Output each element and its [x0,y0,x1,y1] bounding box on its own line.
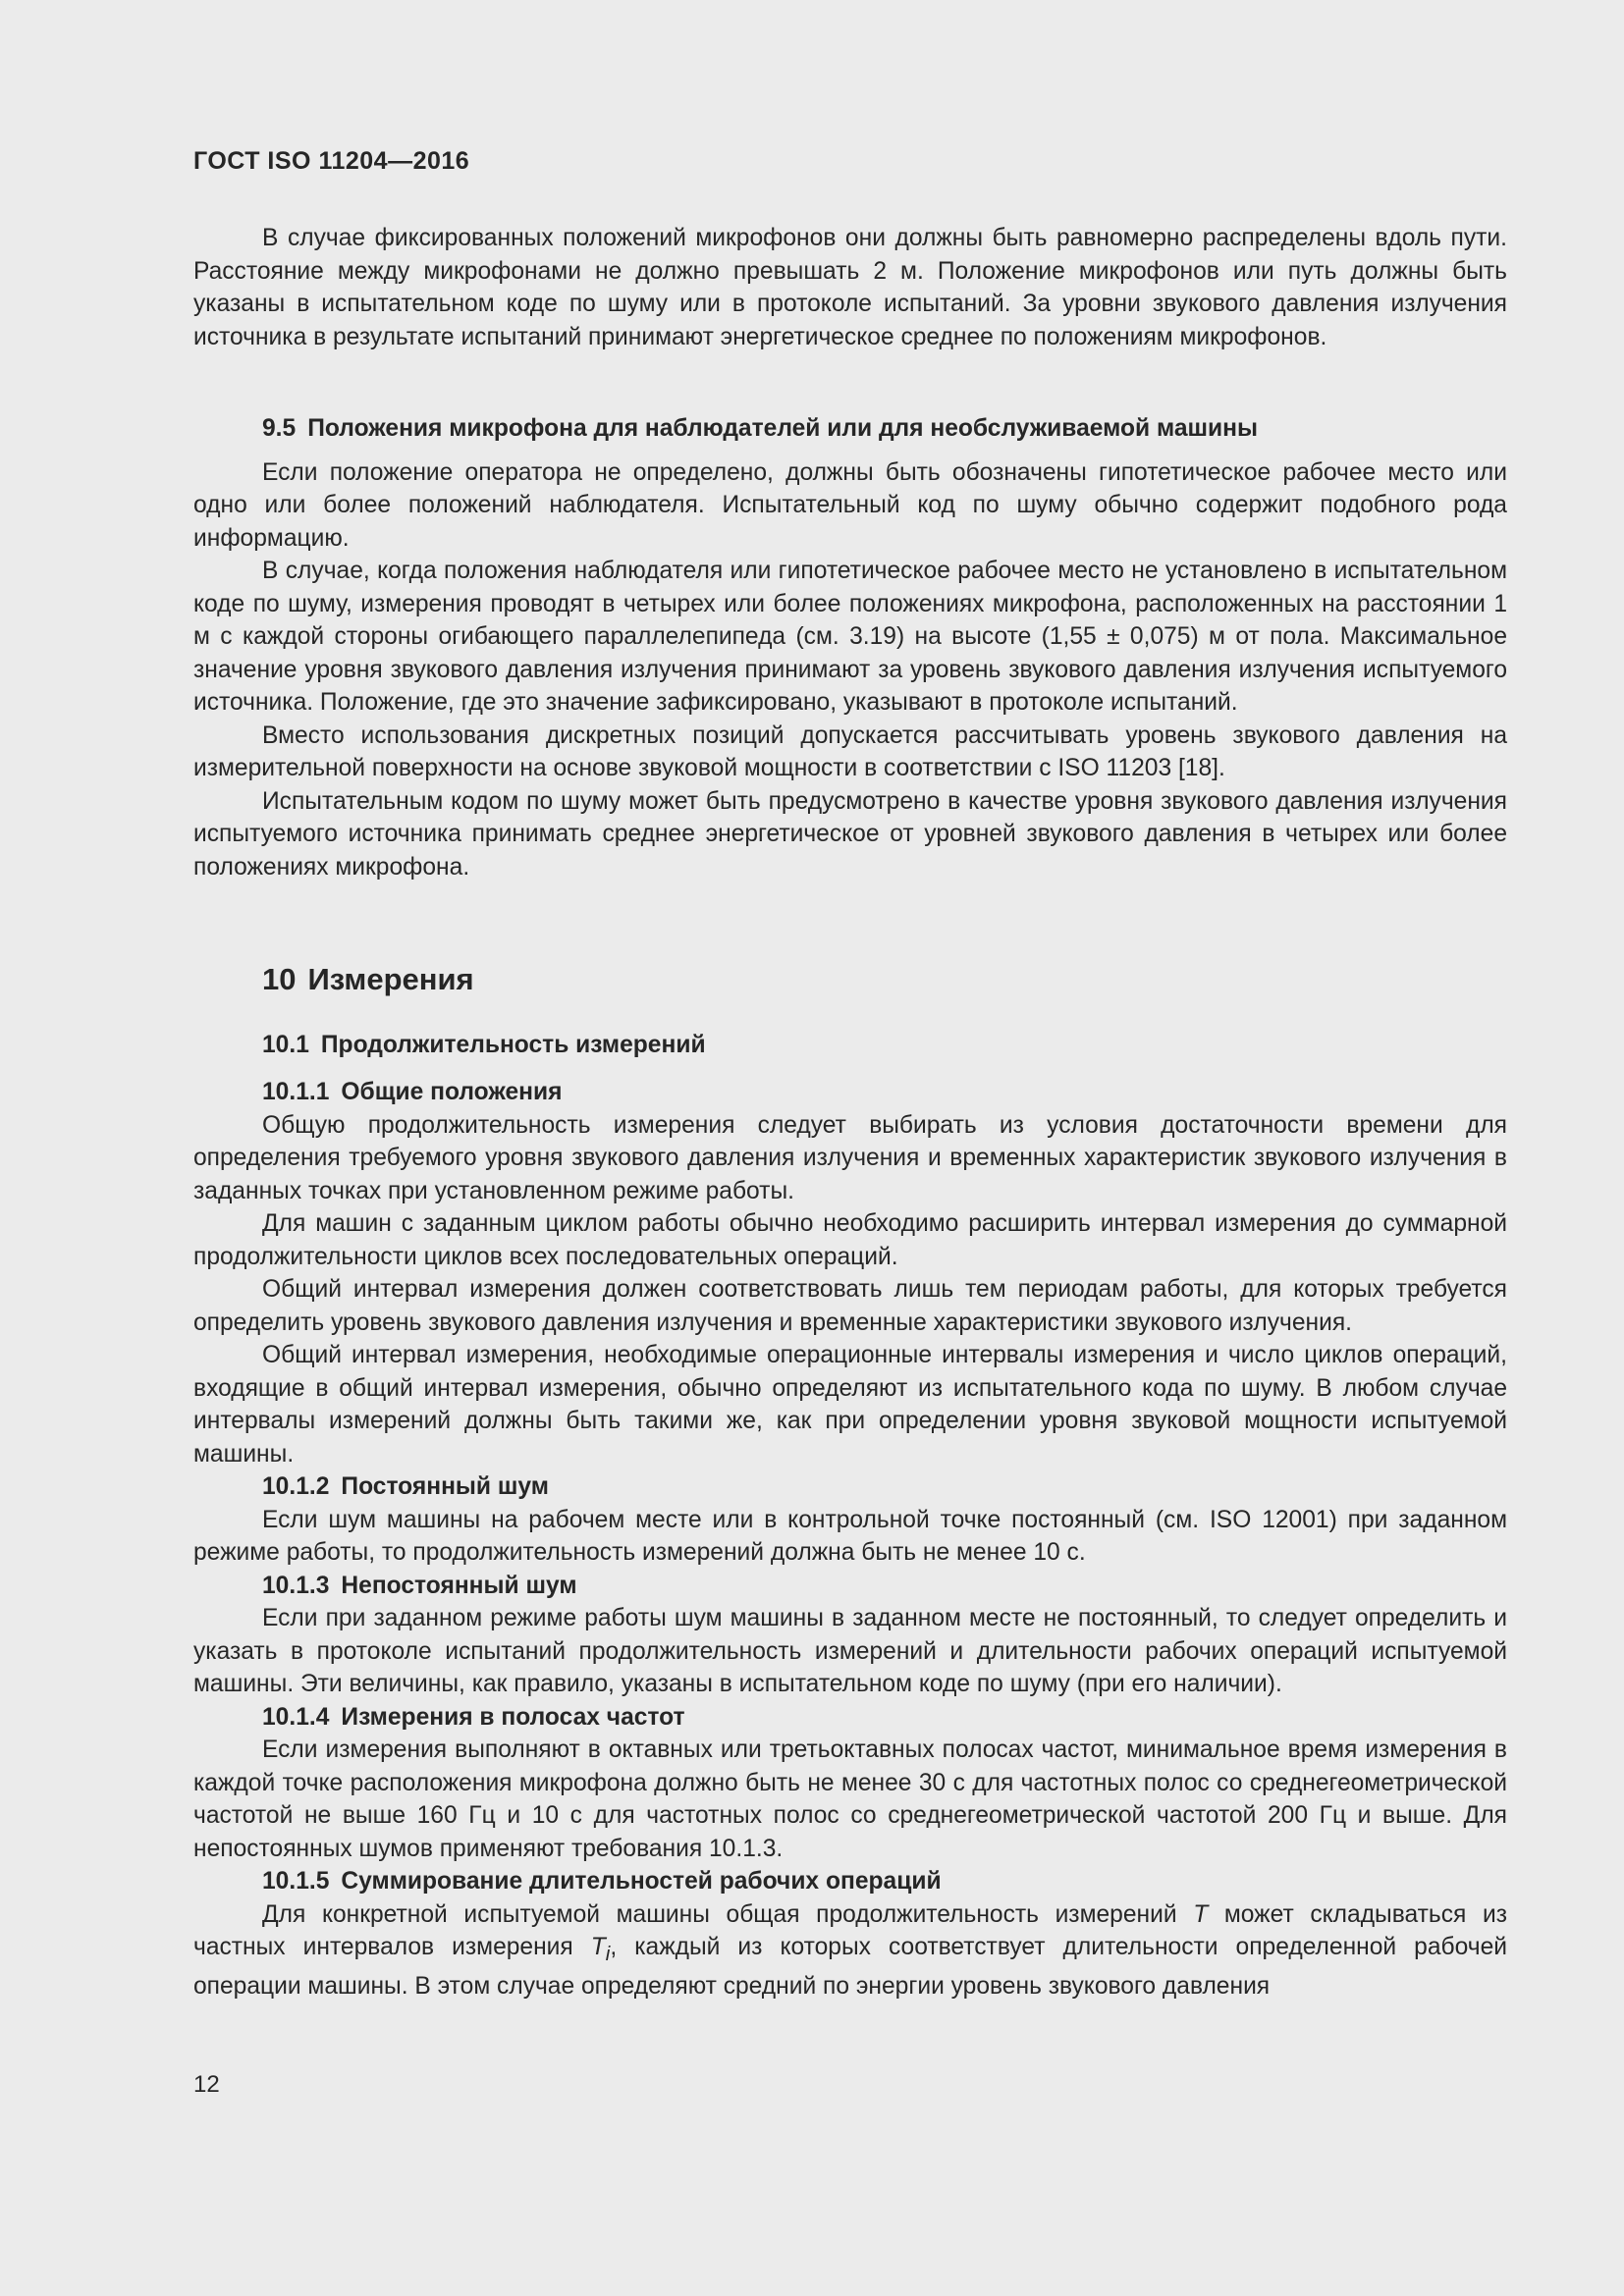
subsection-heading [193,1701,1507,1735]
symbol-T: T [1193,1900,1209,1928]
paragraph: Общую продолжительность измерения следует выбирать из условия достаточности времени для определения требуемого уровня звукового давления излучения и временных характеристик звукового излучения в заданных точках при установленном режиме работы. [193,1111,1507,1204]
page-number: 12 [193,2071,220,2098]
subsection-heading [193,1865,1507,1898]
intro-section [193,222,1507,353]
chapter-title: Измерения [307,962,474,996]
symbol-Ti [590,1934,611,1965]
subsection-number: 10.1.2 [262,1473,330,1500]
section-10 [193,960,1507,999]
paragraph: В случае фиксированных положений микрофонов они должны быть равномерно распределены вдоль пути. Расстояние между микрофонами не должно превышать 2 м. Положение микрофонов или путь должны быть указаны в испытательном коде по шуму или в протоколе испытаний. За уровни звукового давления излучения источника в результате испытаний принимают энергетическое среднее по положениям микрофонов. [193,225,1507,350]
subsection-title: Непостоянный шум [341,1572,577,1599]
section-number: 9.5 [262,415,297,442]
subsection-number: 10.1.1 [262,1079,330,1105]
section-10-1 [193,1029,1507,1062]
paragraph: Испытательным кодом по шуму может быть предусмотрено в качестве уровня звукового давления излучения испытуемого источника принимать среднее энергетическое от уровней звукового давления в четырех или более положениях микрофона. [193,787,1507,881]
section-heading [193,412,1507,446]
subsection-title: Измерения в полосах частот [341,1703,685,1731]
subsection-title: Постоянный шум [341,1473,549,1500]
section-title: Положения микрофона для наблюдателей или для необслуживаемой машины [307,415,1258,442]
subsection-heading [193,1076,1507,1109]
paragraph: Общий интервал измерения должен соответствовать лишь тем периодам работы, для которых требуется определить уровень звукового давления излучения и временные характеристики звукового излучения. [193,1276,1507,1336]
text-run: Для конкретной испытуемой машины общая продолжительность измерений [262,1900,1194,1928]
paragraph: Если положение оператора не определено, должны быть обозначены гипотетическое рабочее место или одно или более положений наблюдателя. Испытательный код по шуму обычно содержит подобного рода информацию. [193,458,1507,552]
paragraph: В случае, когда положения наблюдателя или гипотетическое рабочее место не установлено в испытательном коде по шуму, измерения проводят в четырех или более положениях микрофона, расположенных на расстоянии 1 м с каждой стороны огибающего параллелепипеда (см. 3.19) на высоте (1,55 ± 0,075) м от пола. Максимальное значение уровня звукового давления излучения принимают за уровень звукового давления излучения испытуемого источника. Положение, где это значение зафиксировано, указывают в протоколе испытаний. [193,558,1507,716]
text-run: может складываться из частных интервалов измерения [193,1900,1507,1960]
document-header: ГОСТ ISO 11204—2016 [193,147,470,175]
paragraph: Для машин с заданным циклом работы обычно необходимо расширить интервал измерения до суммарной продолжительности циклов всех последовательных операций. [193,1210,1507,1270]
paragraph: Если при заданном режиме работы шум машины в заданном месте не постоянный, то следует определить и указать в протоколе испытаний продолжительность измерений и длительности рабочих операций испытуемой машины. Эти величины, как правило, указаны в испытательном коде по шуму (при его наличии). [193,1605,1507,1697]
subsection-heading [193,1470,1507,1504]
paragraph [193,1898,1507,2003]
subsections [193,1076,1507,2003]
subsection-number: 10.1.3 [262,1572,330,1599]
section-title: Продолжительность измерений [320,1032,706,1058]
subsection-number: 10.1.4 [262,1703,330,1731]
text-run: , каждый из которых соответствует длительности определенной рабочей операции машины. В этом случае определяют средний по энергии уровень звукового давления [193,1934,1507,2001]
paragraph: Общий интервал измерения, необходимые операционные интервалы измерения и число циклов операций, входящие в общий интервал измерения, обычно определяют из испытательного кода по шуму. В любом случае интервалы измерений должны быть такими же, как при определении уровня звуковой мощности испытуемой машины. [193,1342,1507,1468]
section-9-5 [193,412,1507,883]
paragraph: Если измерения выполняют в октавных или третьоктавных полосах частот, минимальное время измерения в каждой точке расположения микрофона должно быть не менее 30 с для частотных полос со среднегеометрической частотой не выше 160 Гц и 10 с для частотных полос со среднегеометрической частотой 200 Гц и выше. Для непостоянных шумов применяют требования 10.1.3. [193,1736,1507,1862]
symbol-subscript: i [605,1942,611,1965]
subsection-number: 10.1.5 [262,1868,330,1895]
subsection-title: Суммирование длительностей рабочих операций [341,1868,942,1895]
paragraph: Если шум машины на рабочем месте или в контрольной точке постоянный (см. ISO 12001) при заданном режиме работы, то продолжительность измерений должна быть не менее 10 с. [193,1506,1507,1566]
section-heading [193,1029,1507,1062]
chapter-heading [193,960,1507,999]
symbol-base: T [590,1934,606,1960]
section-number: 10.1 [262,1032,309,1058]
subsection-heading [193,1570,1507,1603]
chapter-number: 10 [262,962,297,996]
paragraph: Вместо использования дискретных позиций допускается рассчитывать уровень звукового давления на измерительной поверхности на основе звуковой мощности в соответствии с ISO 11203 [18]. [193,721,1507,781]
subsection-title: Общие положения [341,1079,563,1105]
